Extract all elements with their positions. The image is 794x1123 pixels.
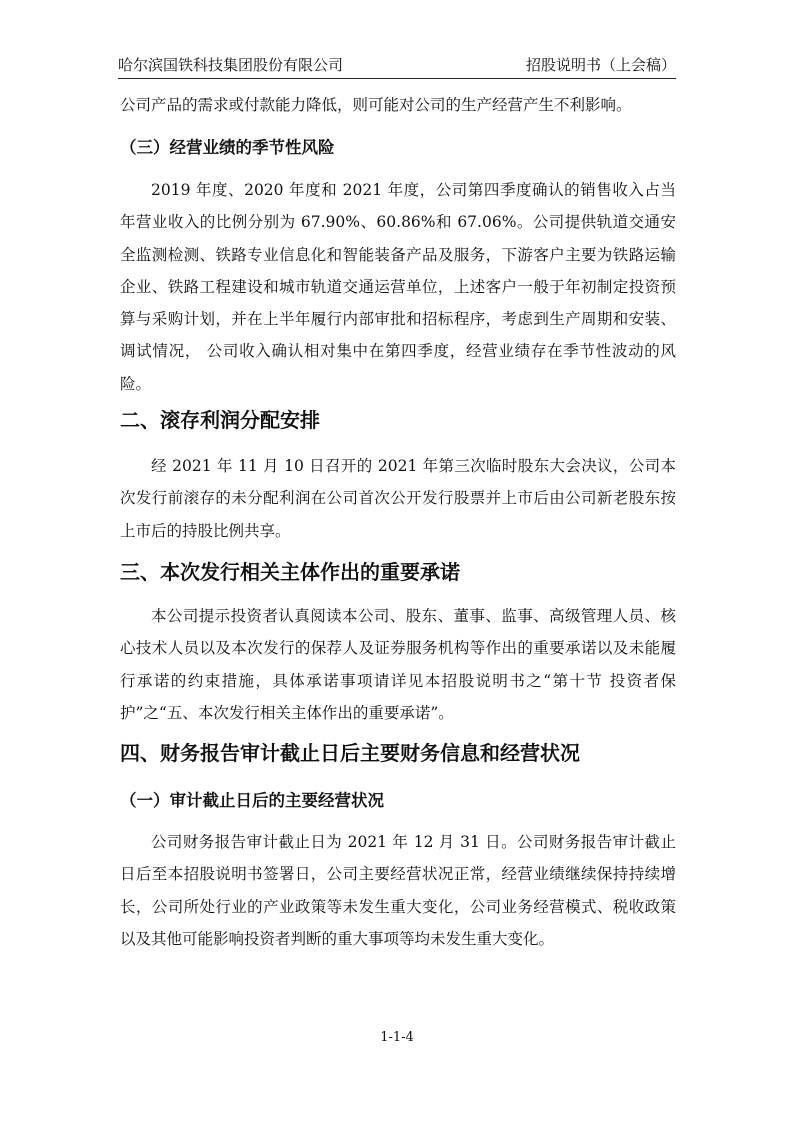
page-number: 1-1-4 — [380, 1030, 414, 1045]
header-company-name: 哈尔滨国铁科技集团股份有限公司 — [118, 56, 344, 74]
header-document-title: 招股说明书（上会稿） — [525, 56, 676, 74]
section-3-heading: 三、本次发行相关主体作出的重要承诺 — [120, 560, 460, 584]
section-3-body: 本公司提示投资者认真阅读本公司、股东、董事、监事、高级管理人员、核心技术人员以及本次发行的保荐人及证券服务机构等作出的重要承诺以及未能履行承诺的约束措施，具体承诺事项请详见本招股说明书之“第十节 投资者保护”之“五、本次发行相关主体作出的重要承诺”。 — [120, 607, 676, 722]
page-header — [118, 52, 676, 79]
section-4-1-heading: （一）审计截止日后的主要经营状况 — [120, 791, 384, 810]
section-3-3-heading: （三）经营业绩的季节性风险 — [120, 138, 335, 157]
intro-paragraph: 公司产品的需求或付款能力降低，则可能对公司的生产经营产生不利影响。 — [120, 96, 632, 114]
section-2-heading: 二、滚存利润分配安排 — [120, 408, 320, 432]
section-4-1-body: 公司财务报告审计截止日为 2021 年 12 月 31 日。公司财务报告审计截止日后至本招股说明书签署日，公司主要经营状况正常，经营业绩继续保持持续增长，公司所处行业的产业政策等未发生重大变化，公司业务经营模式、税收政策以及其他可能影响投资者判断的重大事项等均未发生重大变化。 — [120, 833, 676, 948]
section-3-3-body: 2019 年度、2020 年度和 2021 年度，公司第四季度确认的销售收入占当年营业收入的比例分别为 67.90%、60.86%和 67.06%。公司提供轨道交通安全监测检测、铁路专业信息化和智能装备产品及服务，下游客户主要为铁路运输企业、铁路工程建设和城市轨道交通运营单位，上述客户一般于年初制定投资预算与采购计划，并在上半年履行内部审批和招标程序，考虑到生产周期和安装、调试情况， 公司收入确认相对集中在第四季度，经营业绩存在季节性波动的风险。 — [120, 181, 676, 393]
section-4-heading: 四、财务报告审计截止日后主要财务信息和经营状况 — [120, 741, 580, 765]
section-2-body: 经 2021 年 11 月 10 日召开的 2021 年第三次临时股东大会决议，公司本次发行前滚存的未分配利润在公司首次公开发行股票并上市后由公司新老股东按上市后的持股比例共享。 — [120, 457, 676, 540]
